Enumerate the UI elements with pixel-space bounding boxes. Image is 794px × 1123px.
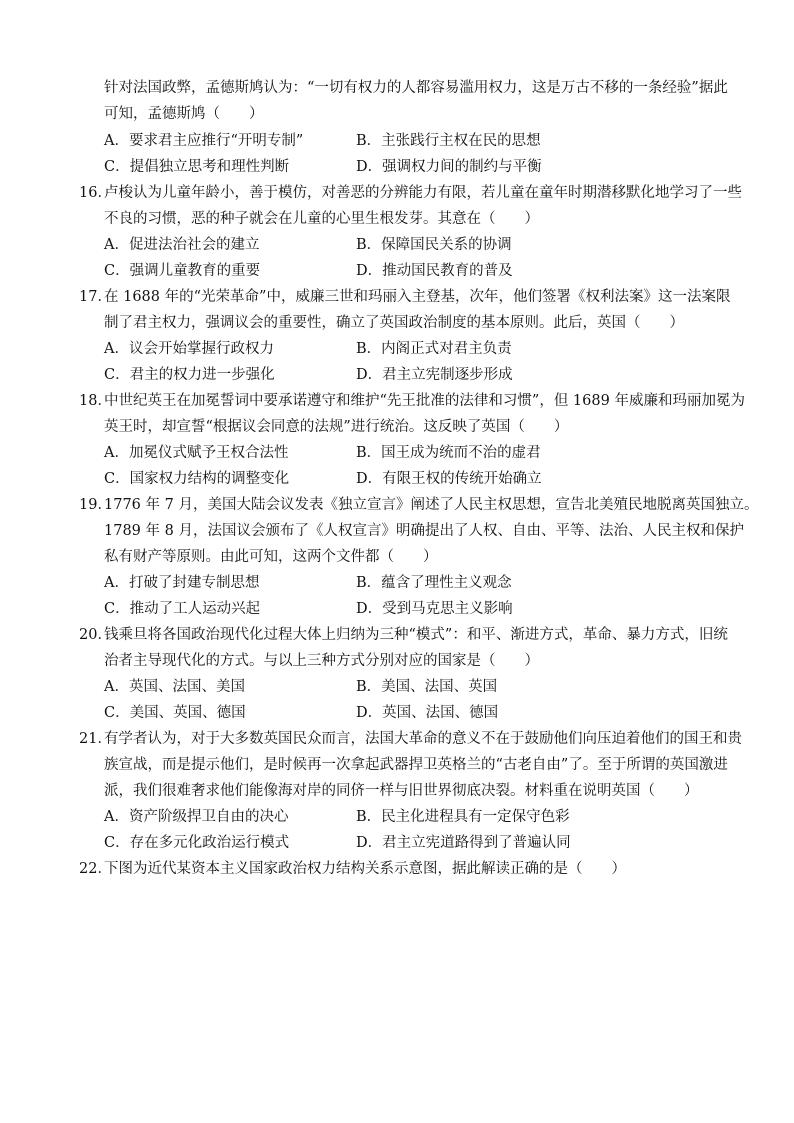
q17-option-a: A．议会开始掌握行政权力 (104, 341, 274, 357)
q18-number: 18． (79, 393, 112, 409)
q18-option-c: C．国家权力结构的调整变化 (104, 471, 290, 487)
q22-number: 22． (79, 861, 112, 877)
q19-stem-line-2: 1789 年 8 月，法国议会颁布了《人权宣言》明确提出了人权、自由、平等、法治、人民主权和保护 (104, 523, 744, 539)
q16-stem-line-2: 不良的习惯，恶的种子就会在儿童的心里生根发芽。其意在（ ） (104, 211, 539, 227)
q21-stem-line-1: 有学者认为，对于大多数英国民众而言，法国大革命的意义不在于鼓励他们向压迫着他们的国王和贵 (104, 731, 742, 747)
q19-option-a: A．打破了封建专制思想 (104, 575, 260, 591)
q16-stem-line-1: 卢梭认为儿童年龄小，善于模仿，对善恶的分辨能力有限，若儿童在童年时期潜移默化地学习了一些 (104, 185, 742, 201)
q15-option-c: C．提倡独立思考和理性判断 (104, 159, 290, 175)
q18-stem-line-1: 中世纪英王在加冕誓词中要承诺遵守和维护“先王批准的法律和习惯”，但 1689 年威廉和玛丽加冕为 (104, 393, 745, 409)
q15-option-d: D．强调权力间的制约与平衡 (356, 159, 542, 175)
q20-stem-line-2: 治者主导现代化的方式。与以上三种方式分别对应的国家是（ ） (104, 653, 539, 669)
q17-option-b: B．内阁正式对君主负责 (356, 341, 512, 357)
q21-option-b: B．民主化进程具有一定保守色彩 (356, 809, 570, 825)
q21-option-d: D．君主立宪道路得到了普遍认同 (356, 835, 571, 851)
q20-stem-line-1: 钱乘旦将各国政治现代化过程大体上归纳为三种“模式”：和平、渐进方式，革命、暴力方式，旧统 (104, 627, 728, 643)
q16-option-a: A．促进法治社会的建立 (104, 237, 260, 253)
q16-option-c: C．强调儿童教育的重要 (104, 263, 261, 279)
q20-number: 20． (79, 627, 112, 643)
q19-option-d: D．受到马克思主义影响 (356, 601, 513, 617)
q15-option-a: A．要求君主应推行“开明专制” (104, 133, 304, 149)
q20-option-a: A．英国、法国、美国 (104, 679, 245, 695)
q21-option-c: C．存在多元化政治运行模式 (104, 835, 290, 851)
q18-option-d: D．有限王权的传统开始确立 (356, 471, 542, 487)
q16-option-d: D．推动国民教育的普及 (356, 263, 513, 279)
q21-option-a: A．资产阶级捍卫自由的决心 (104, 809, 289, 825)
q19-stem-line-3: 私有财产等原则。由此可知，这两个文件都（ ） (104, 549, 438, 565)
q18-stem-line-2: 英王时，却宣誓“根据议会同意的法规”进行统治。这反映了英国（ ） (104, 419, 569, 435)
q15-option-b: B．主张践行主权在民的思想 (356, 133, 541, 149)
q21-number: 21． (79, 731, 112, 747)
q15-stem-line-1: 针对法国政弊，孟德斯鸠认为：“一切有权力的人都容易滥用权力，这是万古不移的一条经验”据此 (104, 80, 728, 96)
q21-stem-line-3: 派，我们很难奢求他们能像海对岸的同侪一样与旧世界彻底决裂。材料重在说明英国（ ） (104, 783, 699, 799)
q18-option-a: A．加冕仪式赋予王权合法性 (104, 445, 289, 461)
q19-number: 19． (79, 497, 112, 513)
q15-stem-line-2: 可知，孟德斯鸠（ ） (104, 106, 264, 122)
q17-stem-line-2: 制了君主权力，强调议会的重要性，确立了英国政治制度的基本原则。此后，英国（ ） (104, 315, 684, 331)
q19-option-c: C．推动了工人运动兴起 (104, 601, 261, 617)
q17-option-d: D．君主立宪制逐步形成 (356, 367, 513, 383)
q19-option-b: B．蕴含了理性主义观念 (356, 575, 512, 591)
q20-option-b: B．美国、法国、英国 (356, 679, 498, 695)
q17-number: 17． (79, 289, 112, 305)
q16-number: 16． (79, 185, 112, 201)
q17-option-c: C．君主的权力进一步强化 (104, 367, 275, 383)
q22-stem-line-1: 下图为近代某资本主义国家政治权力结构关系示意图，据此解读正确的是（ ） (104, 861, 626, 877)
q21-stem-line-2: 族宣战，而是提示他们，是时候再一次拿起武器捍卫英格兰的“古老自由”了。至于所谓的英国激进 (104, 757, 728, 773)
q19-stem-line-1: 1776 年 7 月，美国大陆会议发表《独立宣言》阐述了人民主权思想，宣告北美殖民地脱离英国独立。 (104, 497, 759, 513)
q17-stem-line-1: 在 1688 年的“光荣革命”中，威廉三世和玛丽入主登基，次年，他们签署《权利法案》这一法案限 (104, 289, 731, 305)
q16-option-b: B．保障国民关系的协调 (356, 237, 512, 253)
q20-option-c: C．美国、英国、德国 (104, 705, 246, 721)
q20-option-d: D．英国、法国、德国 (356, 705, 499, 721)
q18-option-b: B．国王成为统而不治的虚君 (356, 445, 541, 461)
